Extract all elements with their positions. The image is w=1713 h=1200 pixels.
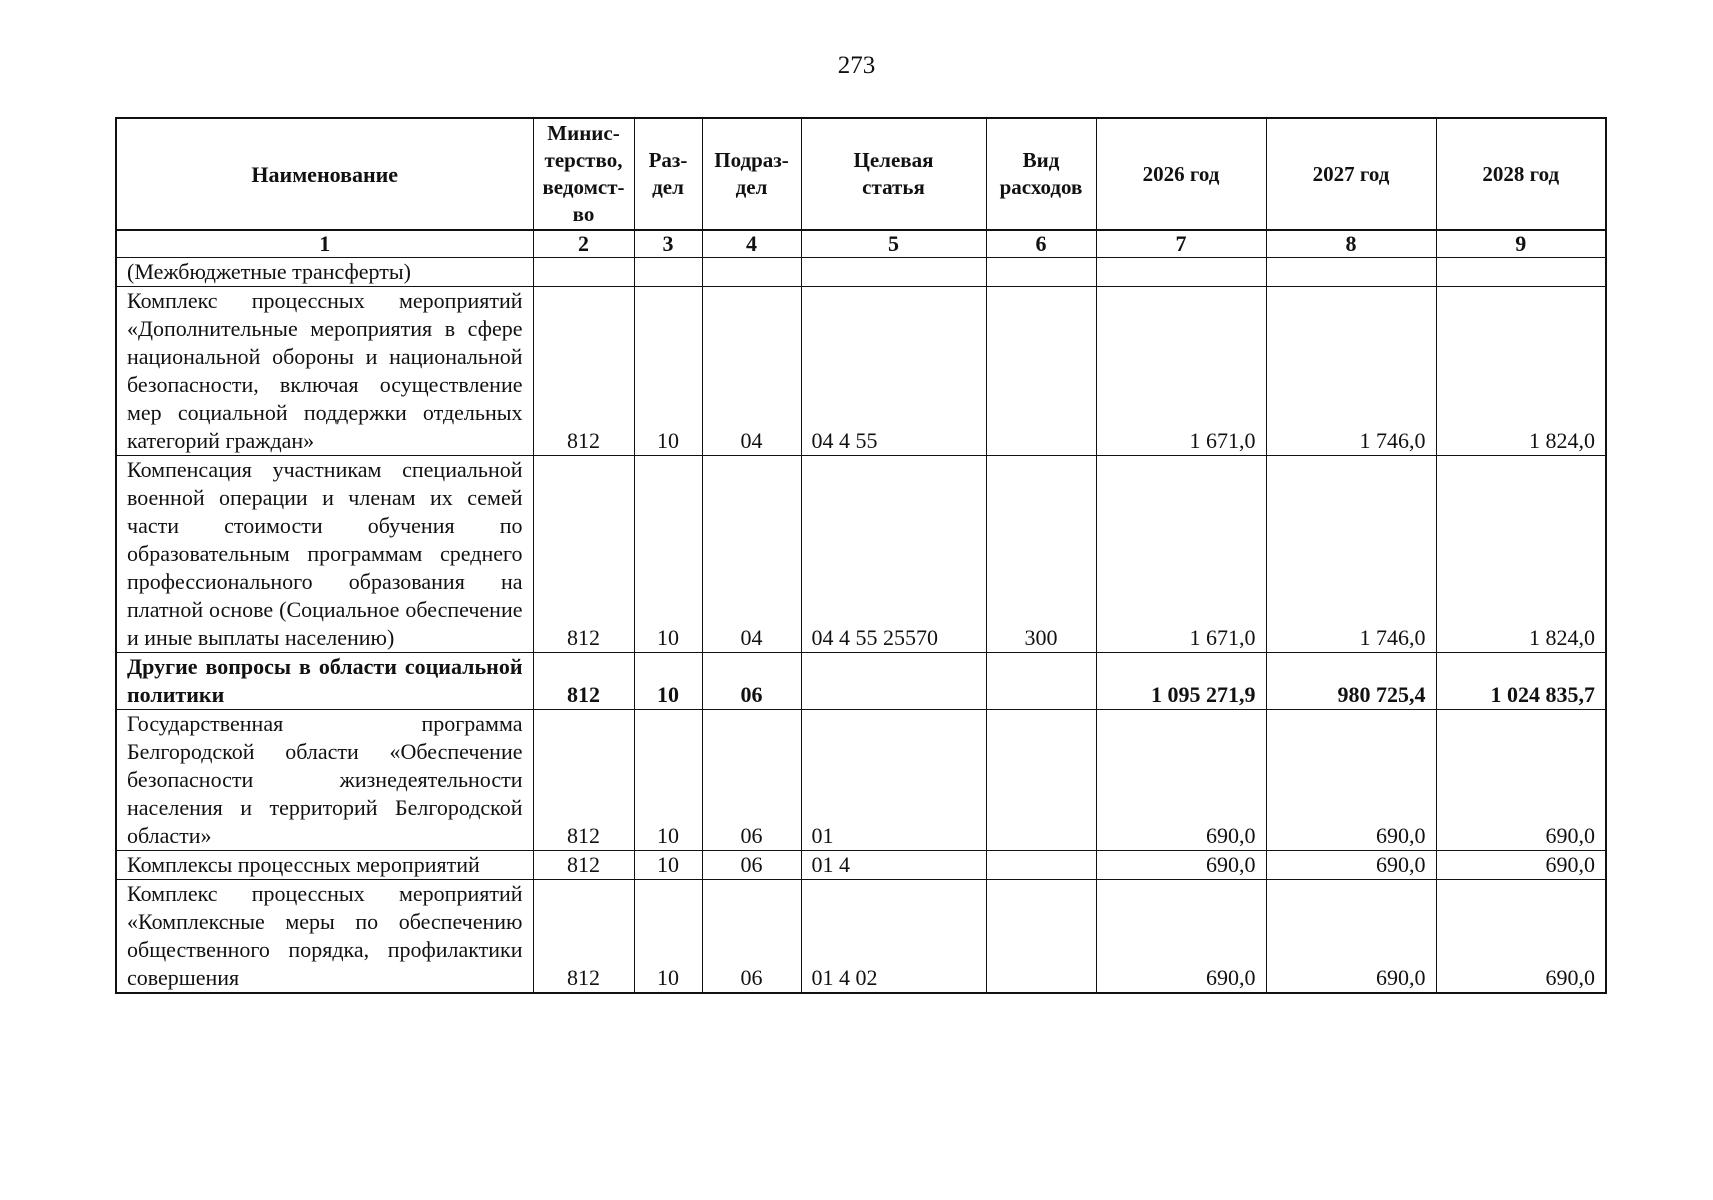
row-name: Компенсация участникам специальной военной операции и членам их семей части стоимости обучения по образовательным программам среднего профессионального образования на платной основе (Социальное обеспечение и иные выплаты населению) <box>116 456 533 653</box>
col-header-name: Наименование <box>116 118 533 230</box>
col-index: 4 <box>702 230 801 258</box>
col-index: 6 <box>986 230 1096 258</box>
column-index-row <box>116 230 1606 258</box>
table-row <box>116 287 1606 456</box>
row-subsection: 06 <box>702 851 801 880</box>
row-2027: 1 746,0 <box>1266 287 1436 456</box>
row-2028: 690,0 <box>1436 851 1606 880</box>
table-row <box>116 653 1606 710</box>
col-index: 9 <box>1436 230 1606 258</box>
row-ministry: 812 <box>533 653 634 710</box>
col-index: 5 <box>801 230 986 258</box>
row-name: (Межбюджетные трансферты) <box>116 258 533 287</box>
row-2027 <box>1266 258 1436 287</box>
budget-table <box>115 117 1607 994</box>
row-target: 01 <box>801 710 986 851</box>
row-section: 10 <box>634 456 702 653</box>
row-2026: 690,0 <box>1096 880 1266 994</box>
table-row <box>116 456 1606 653</box>
row-name: Комплексы процессных мероприятий <box>116 851 533 880</box>
row-target: 04 4 55 <box>801 287 986 456</box>
col-header-ministry: Минис- терство, ведомст- во <box>533 118 634 230</box>
col-header-target: Целевая статья <box>801 118 986 230</box>
row-type <box>986 851 1096 880</box>
row-type <box>986 880 1096 994</box>
row-name: Другие вопросы в области социальной политики <box>116 653 533 710</box>
row-target: 01 4 <box>801 851 986 880</box>
col-index: 8 <box>1266 230 1436 258</box>
col-index: 3 <box>634 230 702 258</box>
row-name: Комплекс процессных мероприятий «Комплексные меры по обеспечению общественного порядка, профилактики совершения <box>116 880 533 994</box>
row-target: 01 4 02 <box>801 880 986 994</box>
row-subsection: 06 <box>702 710 801 851</box>
row-subsection <box>702 258 801 287</box>
row-target <box>801 258 986 287</box>
row-section: 10 <box>634 653 702 710</box>
col-header-2028: 2028 год <box>1436 118 1606 230</box>
row-subsection: 04 <box>702 456 801 653</box>
row-2026 <box>1096 258 1266 287</box>
row-subsection: 06 <box>702 880 801 994</box>
row-section: 10 <box>634 880 702 994</box>
col-index: 7 <box>1096 230 1266 258</box>
row-2026: 690,0 <box>1096 851 1266 880</box>
row-type <box>986 710 1096 851</box>
row-section: 10 <box>634 287 702 456</box>
row-2028: 1 824,0 <box>1436 456 1606 653</box>
row-ministry: 812 <box>533 287 634 456</box>
row-2028: 690,0 <box>1436 880 1606 994</box>
row-ministry: 812 <box>533 851 634 880</box>
row-2027: 980 725,4 <box>1266 653 1436 710</box>
page-number: 273 <box>837 52 876 79</box>
col-header-section: Раз- дел <box>634 118 702 230</box>
row-ministry: 812 <box>533 880 634 994</box>
col-header-subsection: Подраз- дел <box>702 118 801 230</box>
table-row <box>116 851 1606 880</box>
row-2028: 1 024 835,7 <box>1436 653 1606 710</box>
row-2028 <box>1436 258 1606 287</box>
row-target: 04 4 55 25570 <box>801 456 986 653</box>
col-header-2027: 2027 год <box>1266 118 1436 230</box>
row-2026: 1 671,0 <box>1096 456 1266 653</box>
header-row <box>116 118 1606 230</box>
col-header-type: Вид расходов <box>986 118 1096 230</box>
table-row <box>116 710 1606 851</box>
col-index: 2 <box>533 230 634 258</box>
row-2027: 690,0 <box>1266 710 1436 851</box>
row-section: 10 <box>634 710 702 851</box>
row-section <box>634 258 702 287</box>
row-2027: 690,0 <box>1266 880 1436 994</box>
row-2026: 690,0 <box>1096 710 1266 851</box>
row-subsection: 06 <box>702 653 801 710</box>
row-2027: 690,0 <box>1266 851 1436 880</box>
row-2026: 1 095 271,9 <box>1096 653 1266 710</box>
row-type <box>986 258 1096 287</box>
col-index: 1 <box>116 230 533 258</box>
table-row <box>116 880 1606 994</box>
row-target <box>801 653 986 710</box>
row-2026: 1 671,0 <box>1096 287 1266 456</box>
row-section: 10 <box>634 851 702 880</box>
row-ministry <box>533 258 634 287</box>
row-ministry: 812 <box>533 456 634 653</box>
row-subsection: 04 <box>702 287 801 456</box>
row-type: 300 <box>986 456 1096 653</box>
row-ministry: 812 <box>533 710 634 851</box>
row-2028: 690,0 <box>1436 710 1606 851</box>
row-type <box>986 653 1096 710</box>
col-header-2026: 2026 год <box>1096 118 1266 230</box>
row-name: Государственная программа Белгородской области «Обеспечение безопасности жизнедеятельности населения и территорий Белгородской области» <box>116 710 533 851</box>
row-2027: 1 746,0 <box>1266 456 1436 653</box>
row-name: Комплекс процессных мероприятий «Дополнительные мероприятия в сфере национальной обороны и национальной безопасности, включая осуществление мер социальной поддержки отдельных категорий граждан» <box>116 287 533 456</box>
row-type <box>986 287 1096 456</box>
row-2028: 1 824,0 <box>1436 287 1606 456</box>
table-row <box>116 258 1606 287</box>
